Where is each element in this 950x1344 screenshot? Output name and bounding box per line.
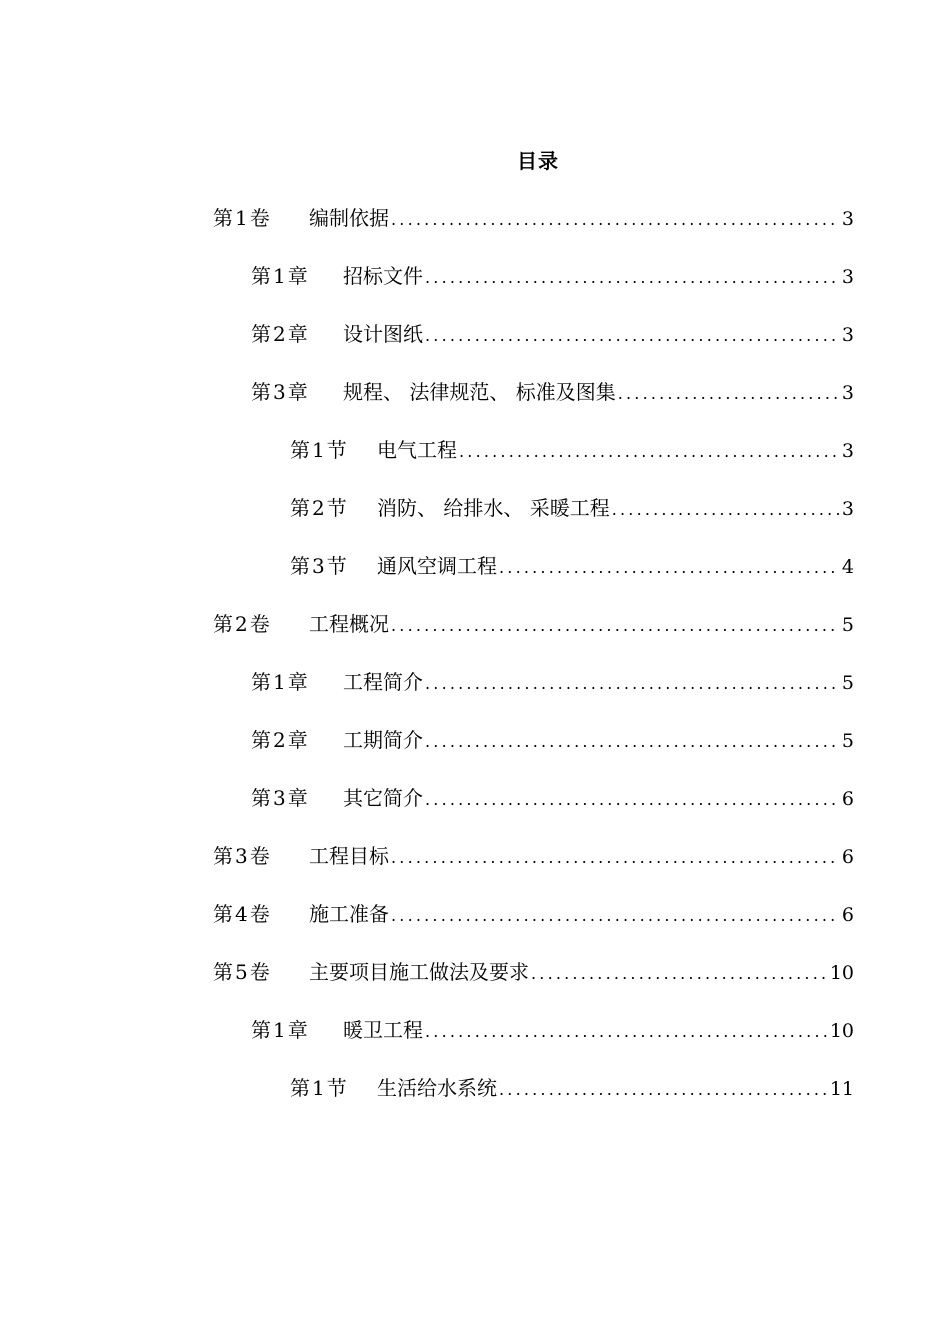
toc-entry-title: 规程、 法律规范、 标准及图集 [343, 380, 616, 404]
toc-entry[interactable] [213, 840, 854, 872]
toc-entry-number: 第4卷 [213, 902, 272, 926]
toc-entry-number: 第2章 [251, 728, 310, 752]
toc-entry-page: 4 [841, 556, 854, 578]
toc-entry-number: 第2章 [251, 322, 310, 346]
toc-entry[interactable] [251, 260, 854, 292]
toc-dot-leader [499, 552, 840, 584]
toc-entry-title: 工期简介 [343, 728, 423, 752]
toc-entry-title: 工程目标 [309, 844, 389, 868]
toc-entry-number: 第1章 [251, 1018, 310, 1042]
toc-title: 目录 [517, 149, 559, 173]
toc-entry[interactable] [213, 608, 854, 640]
toc-entry-number: 第1卷 [213, 206, 272, 230]
toc-entry-title: 主要项目施工做法及要求 [309, 960, 529, 984]
toc-entry[interactable] [213, 202, 854, 234]
toc-entry-number: 第3节 [290, 554, 349, 578]
toc-entry-page: 3 [841, 498, 854, 520]
toc-entry-title: 施工准备 [309, 902, 389, 926]
toc-dot-leader [612, 494, 840, 526]
toc-entry-number: 第1节 [290, 438, 349, 462]
toc-entry[interactable] [290, 1072, 854, 1104]
toc-dot-leader [459, 436, 840, 468]
toc-dot-leader [499, 1074, 828, 1106]
toc-entry[interactable] [213, 956, 854, 988]
toc-entry-number: 第3章 [251, 380, 310, 404]
toc-entry[interactable] [290, 492, 854, 524]
toc-entry-title: 消防、 给排水、 采暖工程 [377, 496, 610, 520]
toc-entry[interactable] [251, 666, 854, 698]
toc-entry[interactable] [251, 724, 854, 756]
toc-entry-page: 3 [841, 208, 854, 230]
toc-entry[interactable] [251, 782, 854, 814]
toc-entry-page: 10 [829, 1020, 854, 1042]
toc-dot-leader [391, 842, 840, 874]
toc-entry-number: 第2节 [290, 496, 349, 520]
toc-entry[interactable] [290, 434, 854, 466]
toc-entry-page: 3 [841, 440, 854, 462]
toc-entry-number: 第1节 [290, 1076, 349, 1100]
toc-entry-number: 第3章 [251, 786, 310, 810]
toc-entry-page: 10 [829, 962, 854, 984]
toc-dot-leader [425, 784, 840, 816]
toc-dot-leader [425, 726, 840, 758]
toc-entry[interactable] [251, 376, 854, 408]
toc-entry-number: 第3卷 [213, 844, 272, 868]
toc-dot-leader [531, 958, 828, 990]
toc-entry-page: 3 [841, 266, 854, 288]
toc-entry-number: 第2卷 [213, 612, 272, 636]
toc-entry-title: 暖卫工程 [343, 1018, 423, 1042]
toc-dot-leader [425, 262, 840, 294]
toc-entry-page: 11 [829, 1078, 854, 1100]
toc-entry-title: 通风空调工程 [377, 554, 497, 578]
toc-entry-page: 5 [841, 614, 854, 636]
toc-entry-page: 5 [841, 672, 854, 694]
toc-entry-title: 设计图纸 [343, 322, 423, 346]
toc-dot-leader [618, 378, 840, 410]
toc-dot-leader [425, 320, 840, 352]
toc-entry-title: 生活给水系统 [377, 1076, 497, 1100]
toc-entry-page: 6 [841, 846, 854, 868]
toc-entry[interactable] [251, 318, 854, 350]
toc-entry[interactable] [290, 550, 854, 582]
toc-entry[interactable] [251, 1014, 854, 1046]
toc-dot-leader [391, 900, 840, 932]
toc-entry-title: 电气工程 [377, 438, 457, 462]
toc-dot-leader [391, 204, 840, 236]
toc-entry-number: 第5卷 [213, 960, 272, 984]
toc-entry-title: 编制依据 [309, 206, 389, 230]
toc-dot-leader [425, 668, 840, 700]
toc-entry-title: 招标文件 [343, 264, 423, 288]
toc-entry-title: 其它简介 [343, 786, 423, 810]
toc-entry-page: 3 [841, 382, 854, 404]
toc-dot-leader [391, 610, 840, 642]
toc-entry-page: 3 [841, 324, 854, 346]
toc-entry-number: 第1章 [251, 264, 310, 288]
toc-entry-page: 6 [841, 904, 854, 926]
toc-entry-page: 6 [841, 788, 854, 810]
toc-entry-title: 工程概况 [309, 612, 389, 636]
toc-dot-leader [425, 1016, 828, 1048]
toc-entry[interactable] [213, 898, 854, 930]
toc-entry-page: 5 [841, 730, 854, 752]
toc-entry-number: 第1章 [251, 670, 310, 694]
toc-entry-title: 工程简介 [343, 670, 423, 694]
